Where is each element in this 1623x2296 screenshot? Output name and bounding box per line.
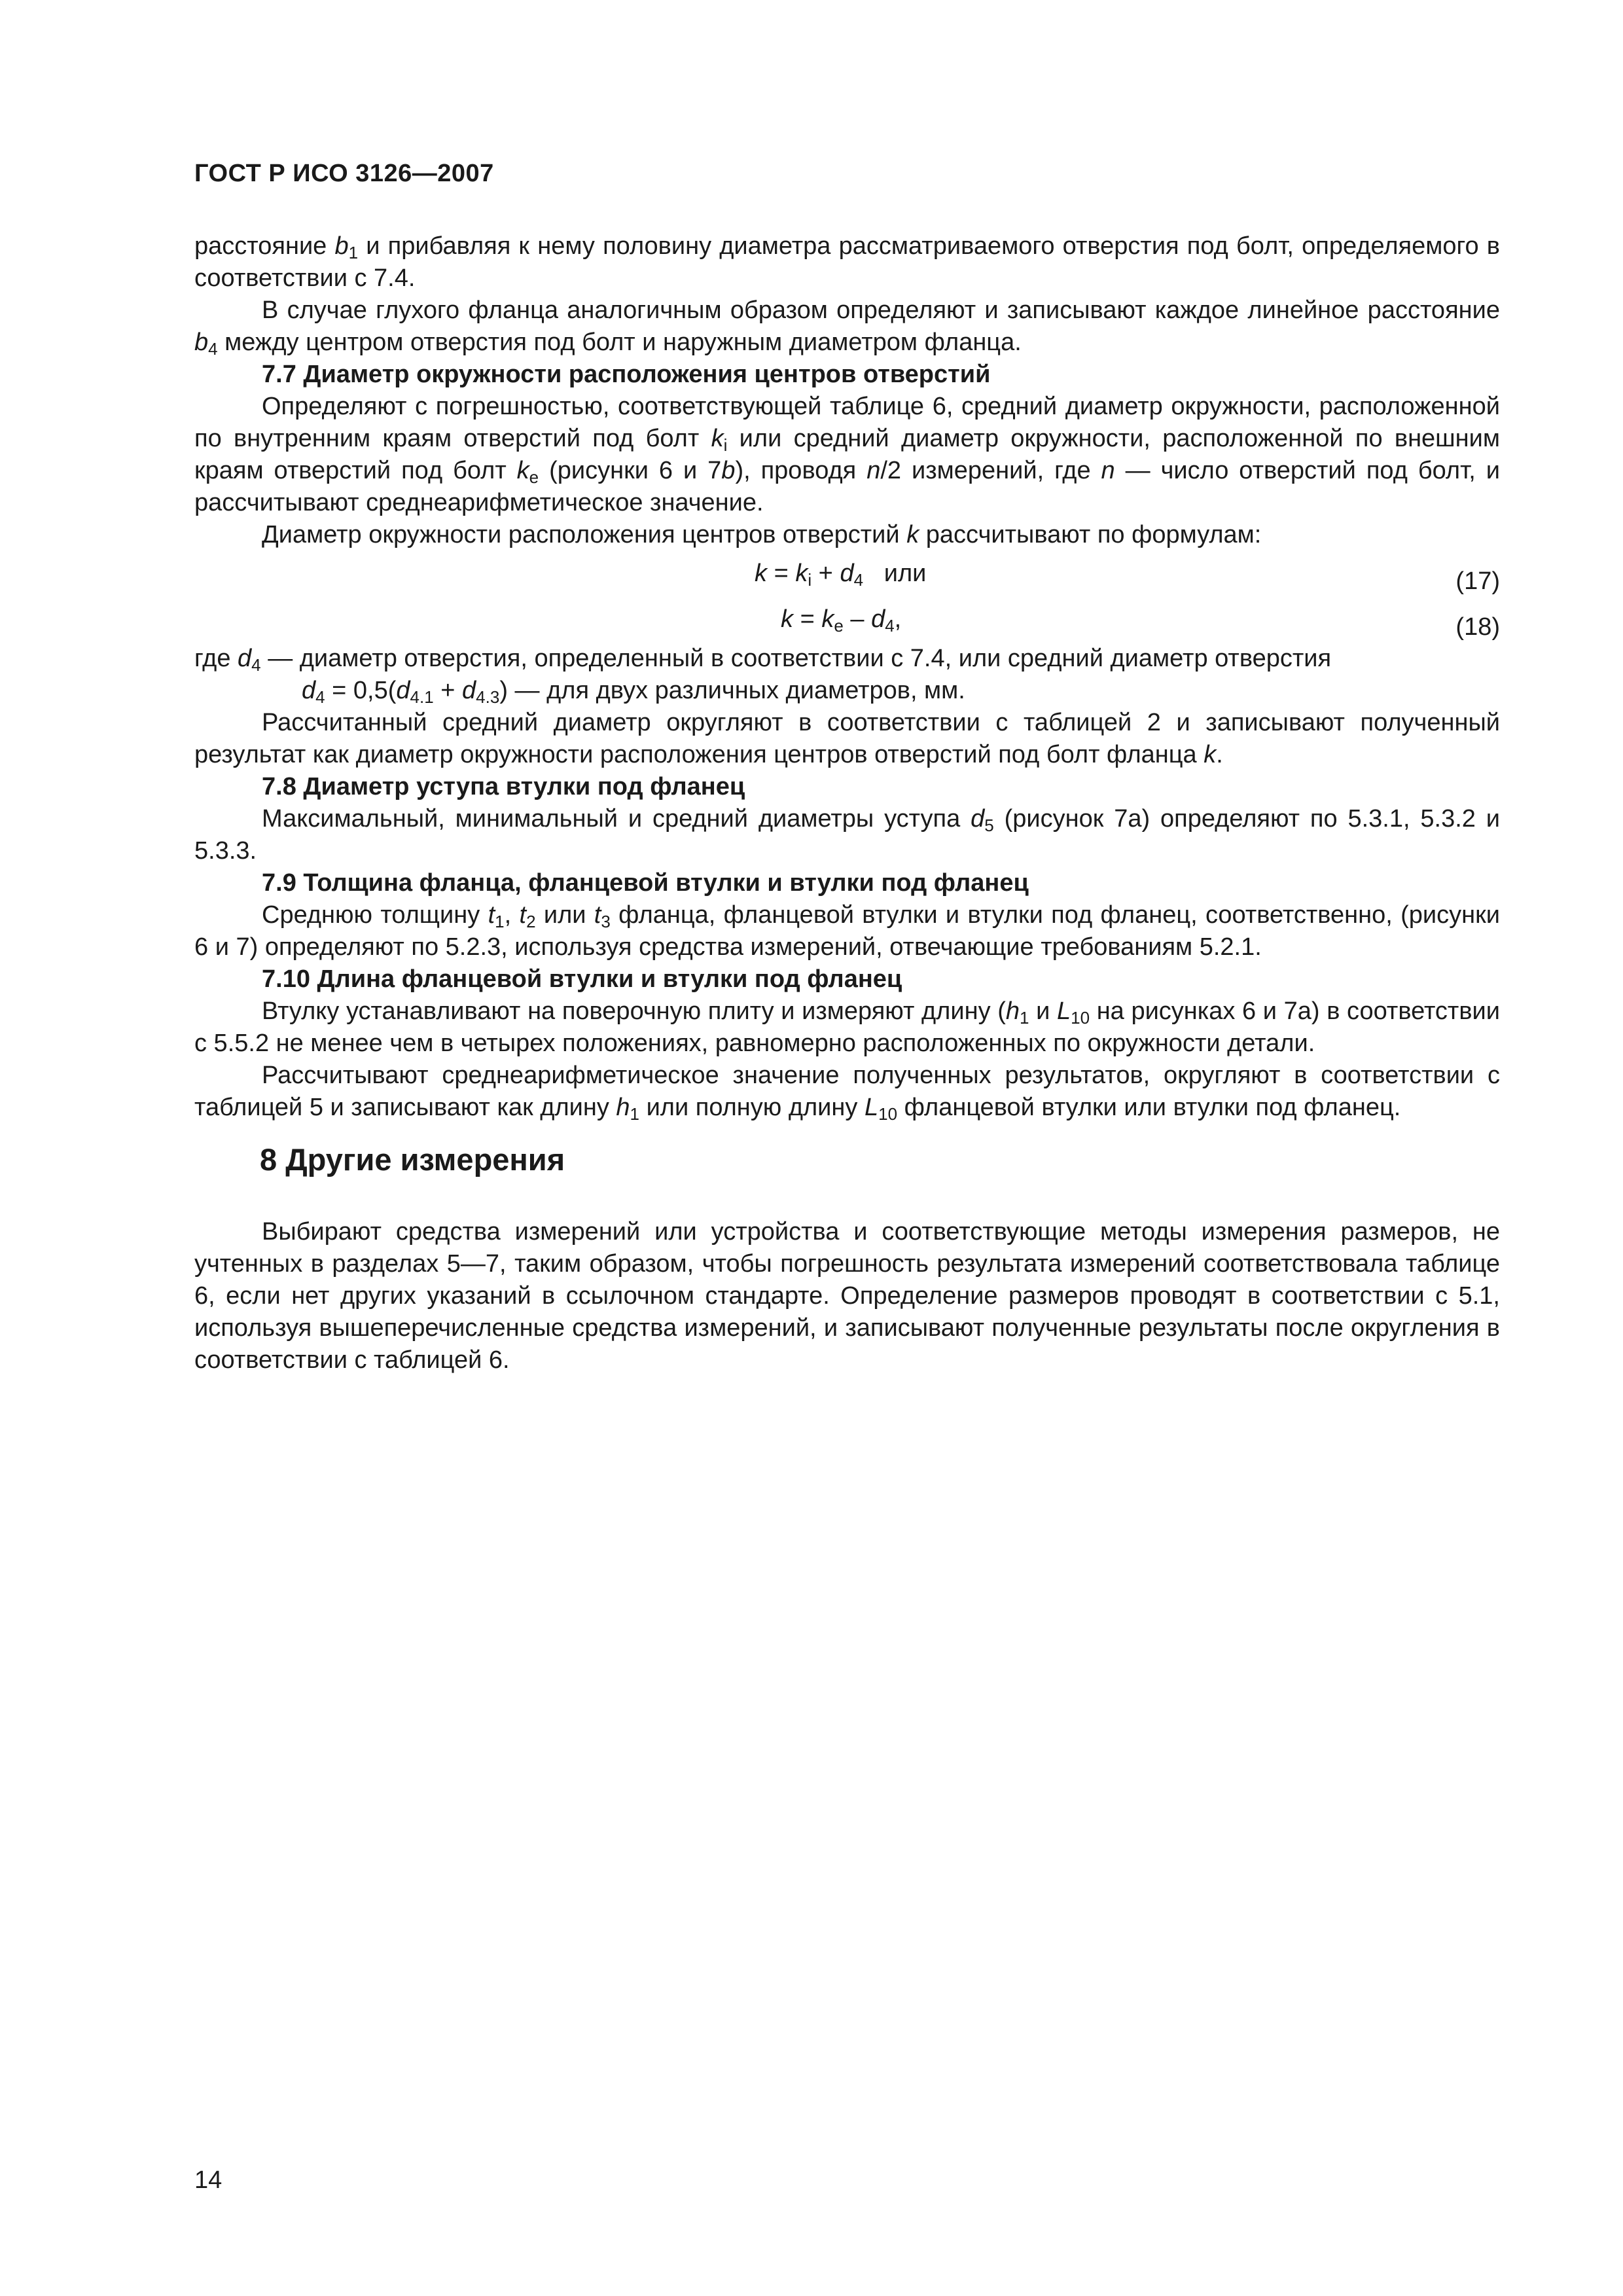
paragraph-formulas-intro: Диаметр окружности расположения центров отверстий k рассчитывают по формулам: bbox=[262, 521, 1262, 548]
paragraph-rounding: Рассчитанный средний диаметр округляют в соответствии с таблицей 2 и записывают полученный результат как диаметр окружности расположения центров отверстий под болт фланца k. bbox=[194, 709, 1500, 768]
paragraph-continuation: расстояние $b_1$ и прибавляя к нему половину диаметра рассматриваемого отверстия под болт, определяемого в соответствии с 7.4. bbox=[194, 232, 1500, 292]
formula-18: $k = k_e - d_4$, (18) bbox=[194, 597, 1500, 643]
paragraph-7-9: Среднюю толщину $t_1$, $t_2$ или $t_3$ фланца, фланцевой втулки и втулки под фланец, соответственно, (рисунки 6 и 7) определяют по 5.2.3, используя средства измерений, отвечающие требованиям 5.2.1. bbox=[194, 901, 1500, 961]
heading-7-9: 7.9 Толщина фланца, фланцевой втулки и втулки под фланец bbox=[262, 869, 1029, 897]
heading-section-8: 8 Другие измерения bbox=[260, 1142, 565, 1177]
paragraph-where-formula: $d_4 = 0,5(d_{4.1} + d_{4.3})$ — для двух различных диаметров, мм. bbox=[302, 677, 965, 707]
document-body bbox=[194, 230, 1500, 1376]
formula-17-number: (17) bbox=[1455, 567, 1500, 595]
heading-7-10: 7.10 Длина фланцевой втулки и втулки под фланец bbox=[262, 965, 902, 993]
paragraph-7-8: Максимальный, минимальный и средний диаметры уступа $d_5$ (рисунок 7а) определяют по 5.3.1, 5.3.2 и 5.3.3. bbox=[194, 805, 1501, 865]
paragraph-where: где $d_4$ — диаметр отверстия, определенный в соответствии с 7.4, или средний диаметр отверстия bbox=[194, 645, 1332, 675]
paragraph-mean-length: Рассчитывают среднеарифметическое значение полученных результатов, округляют в соответствии с таблицей 5 и записывают как длину $h_1$ или полную длину $L_{10}$ фланцевой втулки или втулки под фланец. bbox=[194, 1062, 1500, 1124]
page-number: 14 bbox=[194, 2166, 223, 2194]
document-header: ГОСТ Р ИСО 3126—2007 bbox=[194, 160, 494, 187]
heading-7-7: 7.7 Диаметр окружности расположения центров отверстий bbox=[262, 361, 991, 388]
paragraph-7-7: Определяют с погрешностью, соответствующей таблице 6, средний диаметр окружности, расположенной по внутренним краям отверстий под болт $k_i$ или средний диаметр окружности, расположенной по внешним краям отверстий под болт $k_e$ (рисунки 6 и 7b), проводя n/2 измерений, где n — число отверстий под болт, и рассчитывают среднеарифметическое значение. bbox=[194, 393, 1501, 516]
formula-18-number: (18) bbox=[1455, 613, 1500, 641]
heading-7-8: 7.8 Диаметр уступа втулки под фланец bbox=[262, 773, 745, 800]
paragraph-section-8: Выбирают средства измерений или устройства и соответствующие методы измерения размеров, не учтенных в разделах 5—7, таким образом, чтобы погрешность результата измерений соответствовала таблице 6, если нет других указаний в ссылочном стандарте. Определение размеров проводят в соответствии с 5.1, используя вышеперечисленные средства измерений, и записывают полученные результаты после округления в соответствии с таблицей 6. bbox=[194, 1218, 1500, 1374]
paragraph-7-10: Втулку устанавливают на поверочную плиту и измеряют длину ($h_1$ и $L_{10}$ на рисунках 6 и 7а) в соответствии с 5.5.2 не менее чем в четырех положениях, равномерно расположенных по окружности детали. bbox=[194, 997, 1500, 1057]
paragraph-blind-flange: В случае глухого фланца аналогичным образом определяют и записывают каждое линейное расстояние $b_4$ между центром отверстия под болт и наружным диаметром фланца. bbox=[194, 296, 1500, 359]
formula-17: $k = k_i + d_4$ или (17) bbox=[194, 551, 1500, 597]
